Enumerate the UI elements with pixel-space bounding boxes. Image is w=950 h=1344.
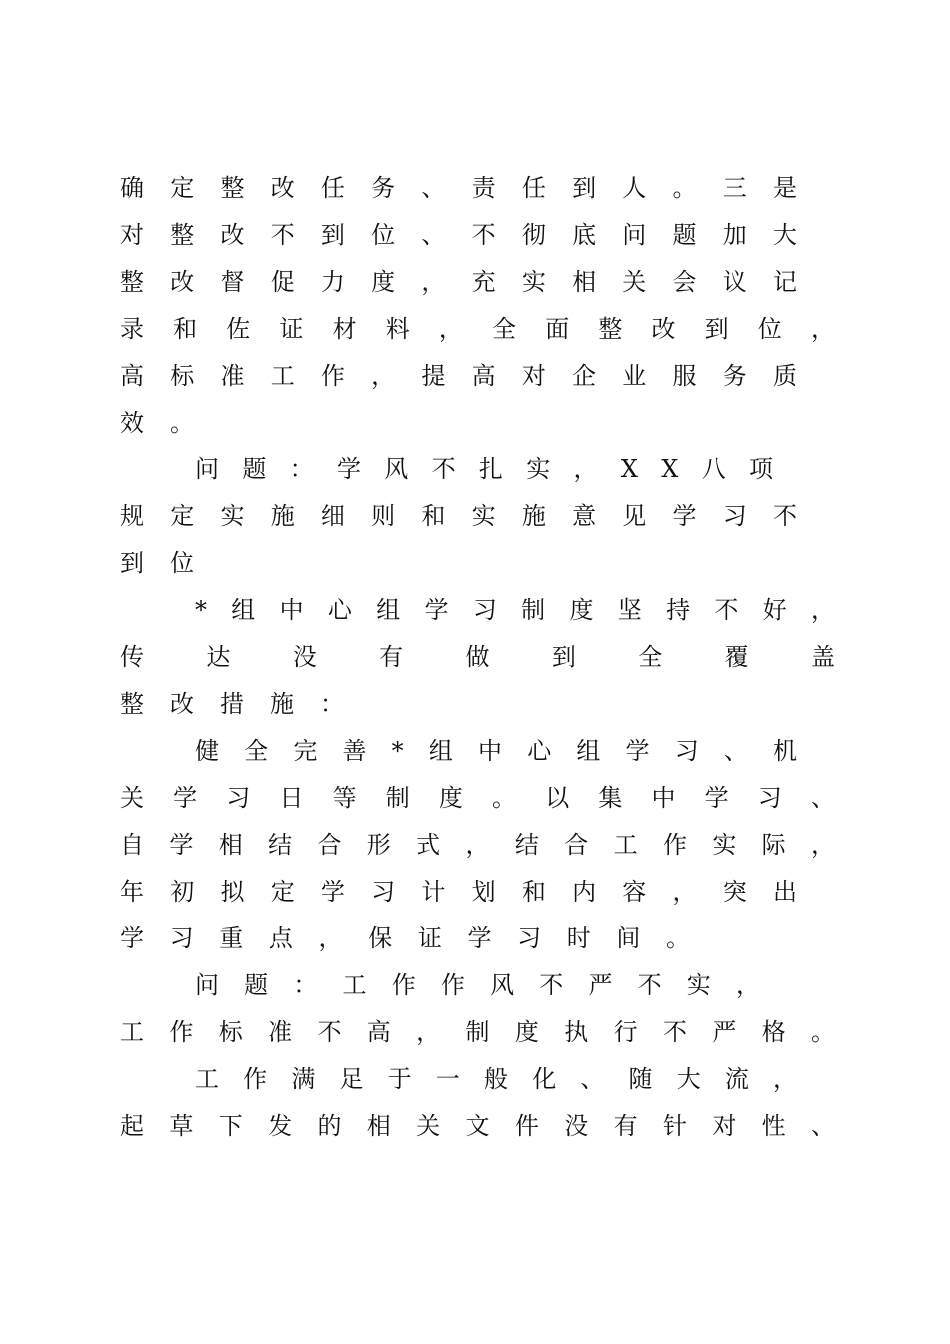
text-line: 确定整改任务、责任到人。三是 xyxy=(120,174,824,202)
text-line: *组中心组学习制度坚持不好， xyxy=(195,596,860,624)
text-line: 效。 xyxy=(120,409,220,437)
text-line: 问题：学风不扎实，XX八项 xyxy=(195,455,797,483)
text-line: 起草下发的相关文件没有针对性、 xyxy=(120,1112,861,1140)
text-line: 传达没有做到全覆盖 xyxy=(120,643,898,671)
text-line: 工作满足于一般化、随大流， xyxy=(195,1065,822,1093)
text-line: 健全完善*组中心组学习、机 xyxy=(195,737,823,765)
text-line: 年初拟定学习计划和内容，突出 xyxy=(120,878,824,906)
text-line: 规定实施细则和实施意见学习不 xyxy=(120,502,824,530)
text-line: 学习重点，保证学习时间。 xyxy=(120,924,716,952)
text-line: 到位 xyxy=(120,549,220,577)
text-line: 整改措施： xyxy=(120,690,370,718)
text-line: 高标准工作，提高对企业服务质 xyxy=(120,362,824,390)
text-line: 整改督促力度，充实相关会议记 xyxy=(120,268,824,296)
text-line: 对整改不到位、不彻底问题加大 xyxy=(120,221,824,249)
text-line: 问题：工作作风不严不实， xyxy=(195,971,786,999)
text-line: 录和佐证材料，全面整改到位， xyxy=(120,315,865,343)
text-line: 自学相结合形式，结合工作实际， xyxy=(120,831,861,859)
text-line: 工作标准不高，制度执行不严格。 xyxy=(120,1018,861,1046)
text-line: 关学习日等制度。以集中学习、 xyxy=(120,784,865,812)
